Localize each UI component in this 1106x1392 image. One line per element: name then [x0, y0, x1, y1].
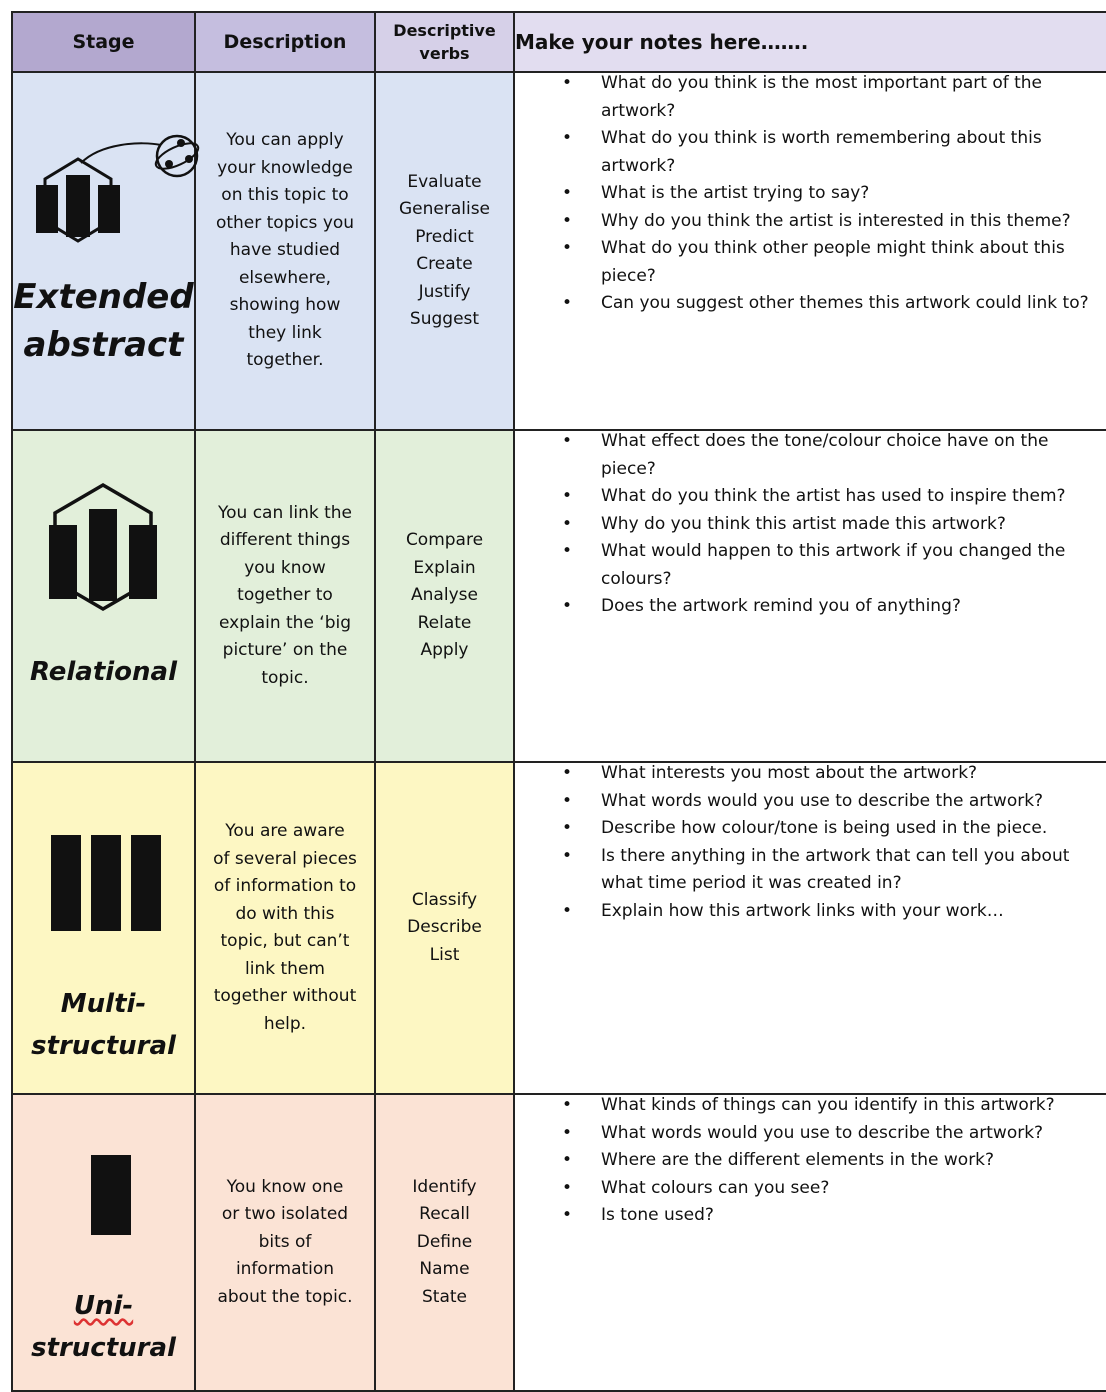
verb: Justify: [418, 281, 471, 302]
question-item: • What is the artist trying to say?: [515, 180, 1106, 208]
question-item: • What do you think is worth remembering about this artwork?: [515, 125, 1106, 180]
description-line: topic.: [261, 667, 309, 688]
description-line: have studied: [229, 240, 341, 261]
description-line: picture’ on the: [222, 640, 348, 661]
verbs-cell: [375, 1094, 514, 1391]
question-item: • What do you think other people might think about this piece?: [515, 235, 1106, 290]
stage-name: [13, 273, 194, 369]
header-verbs-line2: verbs: [419, 44, 470, 63]
question-item: • Why do you think this artist made this artwork?: [515, 511, 1106, 539]
description-line: together without: [213, 986, 357, 1006]
stage-name: [13, 1285, 194, 1369]
description-line: You know one: [226, 1176, 344, 1197]
question-list: [515, 1092, 1106, 1230]
stage-cell-relational: [12, 430, 195, 762]
description-cell: [195, 1094, 375, 1391]
table-row: [12, 72, 1106, 430]
solo-table: [11, 11, 1106, 1392]
description-line: of several pieces: [213, 848, 357, 869]
extended-abstract-icon: [31, 123, 201, 243]
question-item: • What kinds of things can you identify in this artwork?: [515, 1092, 1106, 1120]
question-item: • What would happen to this artwork if you changed the colours?: [515, 538, 1106, 593]
description-line: explain the ‘big: [218, 612, 352, 633]
question-item: • Where are the different elements in the work?: [515, 1147, 1106, 1175]
description-line: bits of: [258, 1231, 312, 1252]
question-item: • What effect does the tone/colour choice have on the piece?: [515, 428, 1106, 483]
question-item: • What do you think is the most important part of the artwork?: [515, 70, 1106, 125]
header-row: [12, 12, 1106, 72]
verbs-cell: [375, 762, 514, 1094]
table-row: [12, 430, 1106, 762]
stage-name-line: structural: [31, 1333, 176, 1363]
question-item: • Describe how colour/tone is being used in the piece.: [515, 815, 1106, 843]
question-item: • What words would you use to describe the artwork?: [515, 1120, 1106, 1148]
description-line: You can link the: [217, 502, 353, 523]
verb: Analyse: [411, 585, 478, 606]
question-list: [515, 428, 1106, 621]
notes-cell[interactable]: [514, 72, 1106, 430]
question-item: • Why do you think the artist is interested in this theme?: [515, 208, 1106, 236]
verbs-cell: [375, 430, 514, 762]
stage-name-word: Uni-: [73, 1291, 134, 1321]
stage-cell-extended-abstract: [12, 72, 195, 430]
description-line: they link: [248, 322, 322, 343]
stage-cell-uni-structural: [12, 1094, 195, 1391]
description-line: of information to: [213, 876, 357, 896]
stage-name-line: structural: [31, 1031, 176, 1061]
stage-name: [13, 656, 194, 688]
header-notes: Make your notes here…….: [514, 12, 1106, 72]
question-list: [515, 70, 1106, 318]
relational-icon: [47, 481, 159, 613]
description-line: or two isolated: [221, 1204, 349, 1225]
description-cell: [195, 762, 375, 1094]
verb: Describe: [407, 917, 482, 938]
verb: Generalise: [398, 199, 491, 219]
header-stage: Stage: [12, 12, 195, 72]
description-cell: [195, 430, 375, 762]
description-line: different things: [219, 530, 351, 551]
stage-name-line: abstract: [23, 325, 184, 365]
verb: Compare: [405, 530, 484, 551]
verb: Suggest: [409, 309, 480, 329]
description-line: your knowledge: [217, 157, 353, 178]
description-line: showing how: [229, 295, 341, 316]
question-item: • Explain how this artwork links with your work…: [515, 898, 1106, 926]
description-cell: [195, 72, 375, 430]
verb: Apply: [420, 640, 469, 661]
verb: Identify: [412, 1176, 477, 1197]
question-item: • Is tone used?: [515, 1202, 1106, 1230]
stage-cell-multi-structural: [12, 762, 195, 1094]
verb: Relate: [417, 612, 472, 633]
table-row: [12, 762, 1106, 1094]
verb: Explain: [413, 557, 476, 578]
description-line: together.: [246, 350, 324, 371]
question-item: • What colours can you see?: [515, 1175, 1106, 1203]
question-item: • What words would you use to describe the artwork?: [515, 788, 1106, 816]
stage-name: [13, 983, 194, 1067]
stage-name-line: [13, 1285, 194, 1327]
question-item: • What interests you most about the artwork?: [515, 760, 1106, 788]
question-list: [515, 760, 1106, 925]
header-description: Description: [195, 12, 375, 72]
question-item: • What do you think the artist has used to inspire them?: [515, 483, 1106, 511]
description-line: about the topic.: [217, 1286, 353, 1307]
header-verbs-line1: Descriptive: [393, 21, 496, 40]
notes-cell[interactable]: [514, 1094, 1106, 1391]
verb: List: [429, 944, 460, 965]
description-line: do with this: [235, 903, 335, 924]
notes-cell[interactable]: [514, 430, 1106, 762]
stage-name-line: Multi-: [60, 989, 147, 1019]
verb: Name: [419, 1259, 470, 1280]
verb: Classify: [411, 889, 478, 910]
description-line: You can apply: [226, 130, 344, 151]
description-line: help.: [263, 1013, 307, 1034]
verb: Define: [416, 1231, 473, 1252]
verb: Create: [416, 254, 473, 274]
verbs-cell: [375, 72, 514, 430]
verb: Predict: [415, 226, 474, 247]
multi-structural-icon: [51, 835, 161, 935]
question-item: • Does the artwork remind you of anything?: [515, 593, 1106, 621]
uni-structural-icon: [91, 1155, 131, 1237]
question-item: • Can you suggest other themes this artwork could link to?: [515, 290, 1106, 318]
stage-name-line: Extended: [13, 277, 194, 317]
stage-name-line: Relational: [30, 657, 177, 687]
verb: Evaluate: [407, 171, 482, 192]
table-row: [12, 1094, 1106, 1391]
header-verbs: [375, 12, 514, 72]
verb: Recall: [419, 1204, 470, 1225]
description-line: information: [235, 1259, 335, 1280]
description-line: elsewhere,: [238, 267, 332, 288]
description-line: topic, but can’t: [220, 931, 350, 951]
description-line: other topics you: [215, 212, 355, 233]
description-line: together to: [237, 585, 333, 606]
question-item: • Is there anything in the artwork that can tell you about what time period it was created in?: [515, 843, 1106, 898]
verb: State: [422, 1286, 467, 1307]
solo-taxonomy-sheet: [11, 11, 1106, 1387]
description-line: You are aware: [225, 821, 345, 841]
description-line: link them: [245, 958, 325, 979]
description-line: you know: [244, 557, 326, 578]
description-line: on this topic to: [221, 185, 349, 206]
notes-cell[interactable]: [514, 762, 1106, 1094]
